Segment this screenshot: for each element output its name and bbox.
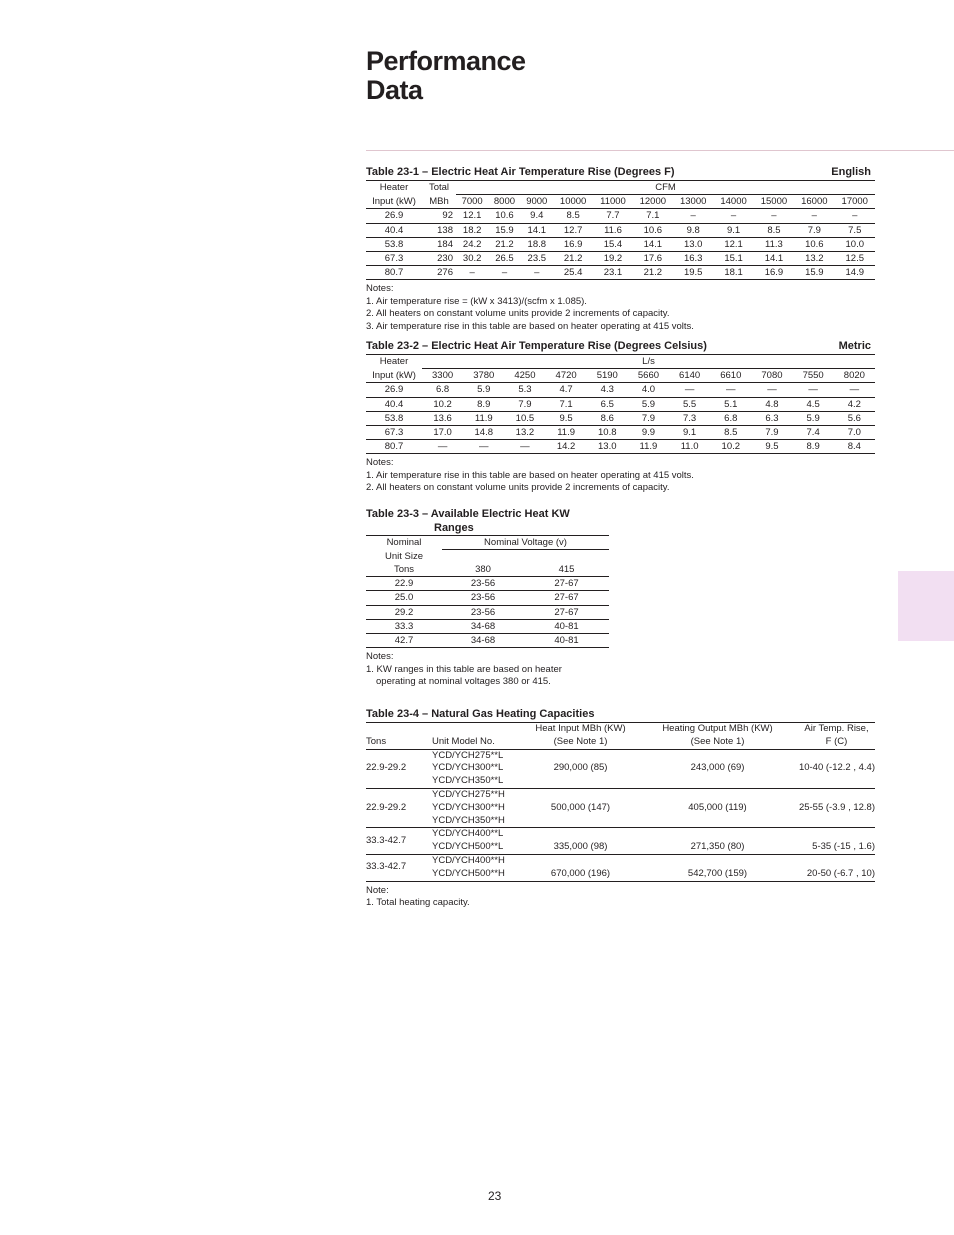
table-cell: 13.0 [587, 440, 628, 454]
header-mbh: MBh [422, 195, 456, 209]
table-cell: 15.4 [593, 237, 632, 251]
table-cell: 7.0 [834, 426, 875, 440]
table-cell: 92 [422, 209, 456, 223]
table-cell: 24.2 [456, 237, 488, 251]
table-cell: 10.6 [794, 237, 834, 251]
note-line: 1. Total heating capacity. [366, 897, 470, 909]
table-23-3-title-line2: Ranges [434, 522, 474, 534]
table-cell: – [456, 266, 488, 280]
table-23-1-caption [366, 166, 875, 179]
header-nominal: Nominal [366, 536, 442, 550]
header-cfm-group: CFM [456, 181, 875, 195]
header-nominal-voltage: Nominal Voltage (v) [442, 536, 609, 550]
header-ls-group: L/s [422, 355, 875, 369]
table-cell: — [422, 440, 463, 454]
table-cell: 53.8 [366, 411, 422, 425]
table-cell: 16.9 [754, 266, 794, 280]
table-cell: 14.2 [546, 440, 587, 454]
table-cell: 17.0 [422, 426, 463, 440]
table-cell: 10.6 [633, 223, 673, 237]
note-line: 2. All heaters on constant volume units provide 2 increments of capacity. [366, 308, 670, 320]
table-cell: 27-67 [524, 591, 609, 605]
table-cell: 9.1 [669, 426, 710, 440]
table-cell: 21.2 [553, 252, 593, 266]
table-cell: 5.1 [710, 397, 751, 411]
note-line: 1. Air temperature rise in this table are based on heater operating at 415 volts. [366, 469, 694, 481]
table-cell: 18.1 [713, 266, 753, 280]
table-cell: 11.3 [754, 237, 794, 251]
table-cell: 7.9 [628, 411, 669, 425]
cfm-header-cell: 7000 [456, 195, 488, 209]
table-cell: 11.6 [593, 223, 632, 237]
cfm-header-cell: 16000 [794, 195, 834, 209]
header-unit-size: Unit Size [384, 550, 423, 562]
model-list-cell [432, 828, 524, 855]
table-23-2-header-row-2 [366, 369, 875, 383]
model-number: YCD/YCH500**H [432, 867, 505, 879]
table-cell: – [521, 266, 553, 280]
table-23-2-unit-label: Metric [838, 340, 871, 352]
table-row [366, 828, 875, 855]
table-cell: 10-40 (-12.2 , 4.4) [798, 749, 875, 788]
table-cell: 14.1 [754, 252, 794, 266]
cfm-header-cell: 17000 [835, 195, 876, 209]
table-23-4-notes [366, 885, 875, 910]
table-cell: — [793, 383, 834, 397]
model-number: YCD/YCH350**H [432, 814, 505, 826]
table-cell: 7.1 [546, 397, 587, 411]
header-heater: Heater [366, 355, 422, 369]
table-row [366, 266, 875, 280]
table-cell: 25-55 (-3.9 , 12.8) [798, 788, 875, 827]
table-cell: 5.5 [669, 397, 710, 411]
header-voltage-415: 415 [524, 563, 609, 577]
table-cell: 138 [422, 223, 456, 237]
table-cell: 4.5 [793, 397, 834, 411]
model-number: YCD/YCH300**H [432, 801, 505, 813]
table-row [366, 854, 875, 881]
table-cell: 9.9 [628, 426, 669, 440]
table-cell: 9.4 [521, 209, 553, 223]
ls-header-cell: 8020 [834, 369, 875, 383]
note-line: 1. KW ranges in this table are based on heater [366, 663, 562, 675]
header-total: Total [422, 181, 456, 195]
table-cell: 26.5 [488, 252, 520, 266]
model-number: YCD/YCH350**L [432, 775, 504, 787]
table-cell: 17.6 [633, 252, 673, 266]
table-cell: 10.2 [422, 397, 463, 411]
cfm-header-cell: 8000 [488, 195, 520, 209]
table-cell: — [463, 440, 504, 454]
table-row [366, 577, 609, 591]
header-tons: Tons [366, 563, 442, 577]
table-cell: 34-68 [442, 633, 524, 647]
model-number: YCD/YCH500**L [432, 841, 504, 853]
table-cell: 10.2 [710, 440, 751, 454]
table-cell: 4.7 [546, 383, 587, 397]
table-row [366, 426, 875, 440]
table-cell: 5.9 [793, 411, 834, 425]
table-cell: 11.9 [463, 411, 504, 425]
cfm-header-cell: 12000 [633, 195, 673, 209]
table-cell: 21.2 [633, 266, 673, 280]
table-23-1-unit-label: English [831, 166, 871, 178]
table-cell: 8.4 [834, 440, 875, 454]
table-cell: – [794, 209, 834, 223]
table-cell: 13.0 [673, 237, 713, 251]
note-line: Note: [366, 884, 389, 896]
table-cell: 16.9 [553, 237, 593, 251]
table-cell: 276 [422, 266, 456, 280]
table-23-2-block [366, 340, 875, 495]
table-cell: 4.3 [587, 383, 628, 397]
table-cell: 271,350 (80) [637, 828, 798, 855]
table-row [366, 223, 875, 237]
header-tons: Tons [366, 736, 432, 749]
table-23-3 [366, 535, 609, 648]
section-tab-marker [898, 571, 954, 641]
table-cell: 9.8 [673, 223, 713, 237]
table-cell: 23.5 [521, 252, 553, 266]
ls-header-cell: 4250 [504, 369, 545, 383]
table-23-2-title: Table 23-2 – Electric Heat Air Temperature Rise (Degrees Celsius) [366, 340, 707, 352]
table-23-4-block [366, 708, 875, 910]
table-cell: 40.4 [366, 397, 422, 411]
header-air-temp-rise: Air Temp. Rise, [798, 723, 875, 736]
table-cell: 7.4 [793, 426, 834, 440]
table-row [366, 605, 609, 619]
table-cell: 30.2 [456, 252, 488, 266]
table-cell: 7.1 [633, 209, 673, 223]
table-23-3-notes [366, 651, 609, 689]
table-cell: 27-67 [524, 605, 609, 619]
ls-header-cell: 5190 [587, 369, 628, 383]
table-cell: 22.9-29.2 [366, 749, 432, 788]
header-heater: Heater [366, 181, 422, 195]
table-cell: 80.7 [366, 266, 422, 280]
table-cell: 40.4 [366, 223, 422, 237]
table-cell: 23-56 [442, 577, 524, 591]
table-cell: 7.9 [794, 223, 834, 237]
header-input-kw: Input (kW) [366, 195, 422, 209]
table-cell: 542,700 (159) [637, 854, 798, 881]
table-cell: 7.9 [504, 397, 545, 411]
ls-header-cell: 7080 [751, 369, 792, 383]
table-cell: 67.3 [366, 252, 422, 266]
model-list-cell [432, 788, 524, 827]
table-23-2-caption [366, 340, 875, 353]
table-cell: – [713, 209, 753, 223]
table-cell: 11.0 [669, 440, 710, 454]
ls-header-cell: 3780 [463, 369, 504, 383]
table-cell: 8.6 [587, 411, 628, 425]
table-cell: 13.2 [794, 252, 834, 266]
model-list-cell [432, 854, 524, 881]
table-cell: 9.5 [751, 440, 792, 454]
table-23-1-header-row-2 [366, 195, 875, 209]
table-23-4-header-row-1 [366, 723, 875, 736]
table-cell: – [754, 209, 794, 223]
cfm-header-cell: 11000 [593, 195, 632, 209]
table-cell: 33.3-42.7 [366, 828, 432, 855]
table-cell: 6.3 [751, 411, 792, 425]
table-cell: 4.2 [834, 397, 875, 411]
table-cell: — [751, 383, 792, 397]
table-cell: 8.5 [710, 426, 751, 440]
header-heating-output: Heating Output MBh (KW) [637, 723, 798, 736]
table-row [366, 749, 875, 788]
table-row [366, 397, 875, 411]
table-cell: 4.8 [751, 397, 792, 411]
table-23-2-notes [366, 457, 875, 495]
table-cell: 23-56 [442, 591, 524, 605]
page-title-line2: Data [366, 75, 423, 105]
table-cell: 40-81 [524, 633, 609, 647]
header-rule [366, 150, 954, 151]
table-cell: 15.1 [713, 252, 753, 266]
table-23-4-title: Table 23-4 – Natural Gas Heating Capacities [366, 708, 595, 720]
table-cell: 27-67 [524, 577, 609, 591]
ls-header-cell: 6140 [669, 369, 710, 383]
table-cell: 14.1 [633, 237, 673, 251]
table-cell: 405,000 (119) [637, 788, 798, 827]
table-cell: 5.3 [504, 383, 545, 397]
table-cell: 14.9 [835, 266, 876, 280]
table-cell: 26.9 [366, 209, 422, 223]
table-cell: 5.9 [463, 383, 504, 397]
table-23-1-block [366, 166, 875, 333]
table-row [366, 440, 875, 454]
table-cell: 5-35 (-15 , 1.6) [798, 828, 875, 855]
table-cell: 10.8 [587, 426, 628, 440]
table-cell: 8.5 [754, 223, 794, 237]
table-cell: 8.9 [793, 440, 834, 454]
table-cell: 29.2 [366, 605, 442, 619]
table-cell: 25.0 [366, 591, 442, 605]
table-cell: 53.8 [366, 237, 422, 251]
table-23-3-title-line1: Table 23-3 – Available Electric Heat KW [366, 508, 570, 520]
table-row [366, 411, 875, 425]
table-row [366, 383, 875, 397]
cfm-header-cell: 13000 [673, 195, 713, 209]
table-23-3-block [366, 507, 609, 689]
cfm-header-cell: 15000 [754, 195, 794, 209]
table-cell: 335,000 (98) [524, 828, 637, 855]
table-cell: — [504, 440, 545, 454]
note-line: 1. Air temperature rise = (kW x 3413)/(scfm x 1.085). [366, 295, 587, 307]
model-number: YCD/YCH400**L [432, 828, 504, 840]
model-number: YCD/YCH275**H [432, 788, 505, 800]
cfm-header-cell: 9000 [521, 195, 553, 209]
table-cell: 12.5 [835, 252, 876, 266]
table-23-1 [366, 180, 875, 280]
table-cell: 6.8 [422, 383, 463, 397]
table-cell: 21.2 [488, 237, 520, 251]
table-cell: 670,000 (196) [524, 854, 637, 881]
header-unit-model-no: Unit Model No. [432, 736, 524, 749]
table-row [366, 619, 609, 633]
table-cell: 8.9 [463, 397, 504, 411]
table-cell: 18.8 [521, 237, 553, 251]
note-line: Notes: [366, 457, 394, 469]
table-cell: 12.7 [553, 223, 593, 237]
table-23-2-header-row-1 [366, 355, 875, 369]
table-cell: 7.5 [835, 223, 876, 237]
table-cell: 34-68 [442, 619, 524, 633]
table-cell: 9.1 [713, 223, 753, 237]
header-heating-output-note: (See Note 1) [637, 736, 798, 749]
table-cell: 12.1 [713, 237, 753, 251]
page-number: 23 [488, 1189, 502, 1203]
model-number: YCD/YCH300**L [432, 762, 504, 774]
table-23-4-caption [366, 708, 875, 721]
table-cell: 26.9 [366, 383, 422, 397]
table-23-3-caption [366, 507, 609, 535]
model-list-cell [432, 749, 524, 788]
table-23-4 [366, 722, 875, 882]
cfm-header-cell: 14000 [713, 195, 753, 209]
table-cell: 15.9 [488, 223, 520, 237]
table-cell: – [673, 209, 713, 223]
table-cell: 6.8 [710, 411, 751, 425]
table-cell: 9.5 [546, 411, 587, 425]
table-cell: 67.3 [366, 426, 422, 440]
table-cell: — [669, 383, 710, 397]
table-cell: 25.4 [553, 266, 593, 280]
table-23-1-title: Table 23-1 – Electric Heat Air Temperature Rise (Degrees F) [366, 166, 675, 178]
note-line: 2. All heaters on constant volume units provide 2 increments of capacity. [366, 482, 670, 494]
table-cell: 7.3 [669, 411, 710, 425]
table-cell: 5.6 [834, 411, 875, 425]
table-cell: 290,000 (85) [524, 749, 637, 788]
table-cell: 11.9 [546, 426, 587, 440]
table-row [366, 209, 875, 223]
table-cell: 10.0 [835, 237, 876, 251]
table-cell: 18.2 [456, 223, 488, 237]
table-cell: 7.9 [751, 426, 792, 440]
table-cell: 15.9 [794, 266, 834, 280]
table-cell: 184 [422, 237, 456, 251]
table-cell: 7.7 [593, 209, 632, 223]
table-cell: 40-81 [524, 619, 609, 633]
header-heat-input: Heat Input MBh (KW) [524, 723, 637, 736]
ls-header-cell: 4720 [546, 369, 587, 383]
table-cell: 14.8 [463, 426, 504, 440]
note-line: Notes: [366, 283, 394, 295]
table-row [366, 788, 875, 827]
table-cell: – [835, 209, 876, 223]
table-cell: 14.1 [521, 223, 553, 237]
table-cell: 13.2 [504, 426, 545, 440]
model-number: YCD/YCH275**L [432, 749, 504, 761]
model-number: YCD/YCH400**H [432, 854, 505, 866]
header-input-kw: Input (kW) [366, 369, 422, 383]
header-air-temp-rise-units: F (C) [798, 736, 875, 749]
table-cell: 4.0 [628, 383, 669, 397]
table-cell: 6.5 [587, 397, 628, 411]
table-cell: 20-50 (-6.7 , 10) [798, 854, 875, 881]
table-cell: 23-56 [442, 605, 524, 619]
note-line: 3. Air temperature rise in this table are based on heater operating at 415 volts. [366, 320, 694, 332]
cfm-header-cell: 10000 [553, 195, 593, 209]
table-cell: 16.3 [673, 252, 713, 266]
table-row [366, 237, 875, 251]
table-cell: – [488, 266, 520, 280]
table-23-4-header-row-2 [366, 736, 875, 749]
table-23-1-header-row-1 [366, 181, 875, 195]
table-cell: 10.5 [504, 411, 545, 425]
table-cell: 19.2 [593, 252, 632, 266]
table-cell: — [710, 383, 751, 397]
note-line: Notes: [366, 651, 394, 663]
table-cell: 42.7 [366, 633, 442, 647]
table-cell: 33.3 [366, 619, 442, 633]
table-23-3-header-row-3 [366, 563, 609, 577]
table-23-3-header-row-1 [366, 536, 609, 550]
table-row [366, 591, 609, 605]
ls-header-cell: 6610 [710, 369, 751, 383]
table-cell: 500,000 (147) [524, 788, 637, 827]
table-cell: 33.3-42.7 [366, 854, 432, 881]
table-cell: 10.6 [488, 209, 520, 223]
table-cell: 11.9 [628, 440, 669, 454]
table-cell: 12.1 [456, 209, 488, 223]
table-cell: 5.9 [628, 397, 669, 411]
table-cell: 19.5 [673, 266, 713, 280]
table-cell: 23.1 [593, 266, 632, 280]
note-line: operating at nominal voltages 380 or 415. [376, 676, 551, 688]
table-cell: 243,000 (69) [637, 749, 798, 788]
table-cell: 80.7 [366, 440, 422, 454]
table-cell: 22.9-29.2 [366, 788, 432, 827]
ls-header-cell: 5660 [628, 369, 669, 383]
ls-header-cell: 3300 [422, 369, 463, 383]
table-row [366, 252, 875, 266]
ls-header-cell: 7550 [793, 369, 834, 383]
header-voltage-380: 380 [442, 563, 524, 577]
table-cell: 8.5 [553, 209, 593, 223]
table-cell: 230 [422, 252, 456, 266]
table-cell: 22.9 [366, 577, 442, 591]
table-23-2 [366, 354, 875, 454]
table-23-3-header-row-2 [366, 550, 609, 563]
table-cell: — [834, 383, 875, 397]
table-cell: 13.6 [422, 411, 463, 425]
page-title [366, 47, 526, 105]
page-title-line1: Performance [366, 46, 526, 76]
header-heat-input-note: (See Note 1) [524, 736, 637, 749]
table-23-1-notes [366, 283, 875, 333]
table-row [366, 633, 609, 647]
